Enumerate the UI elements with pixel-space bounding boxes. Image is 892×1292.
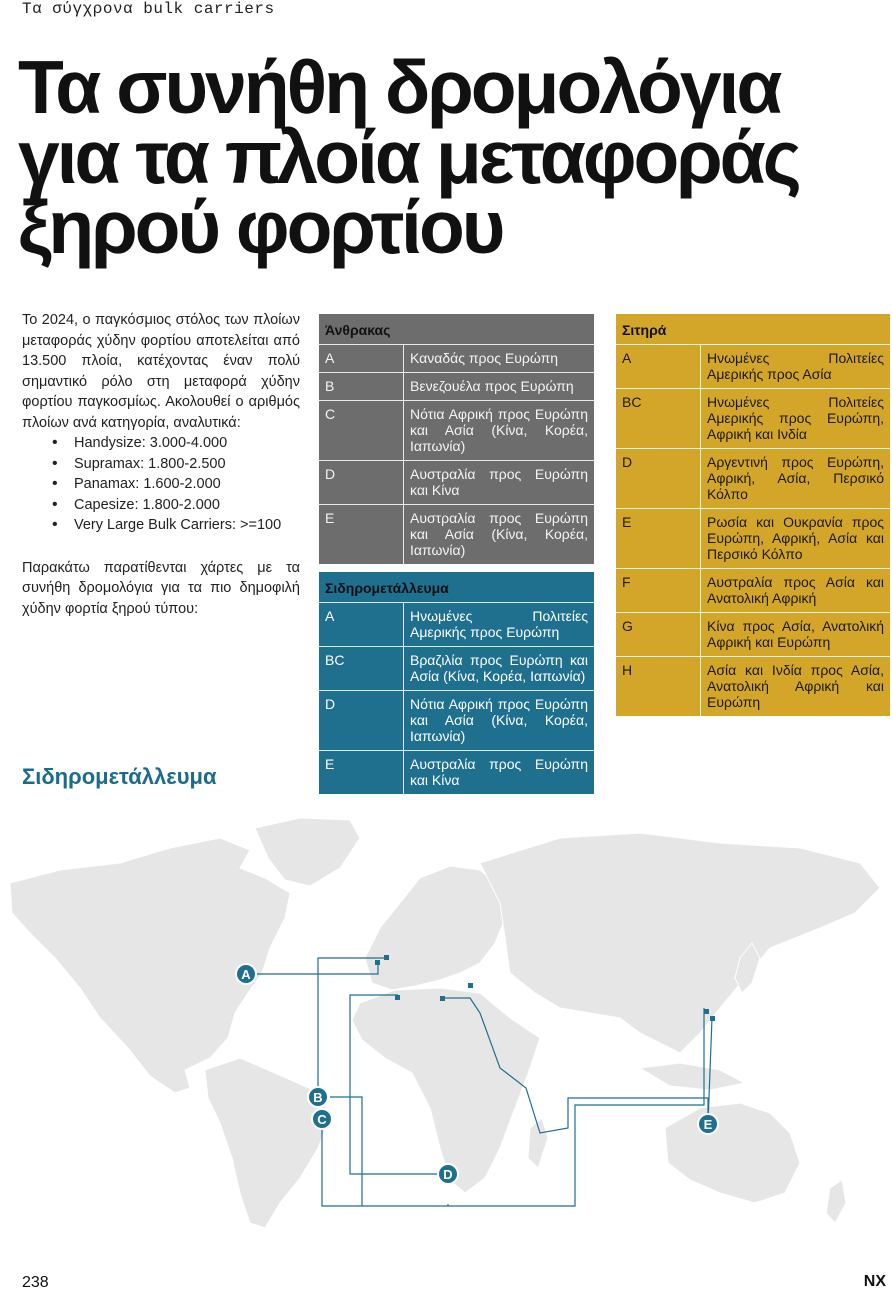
route-description: Αυστραλία προς Ευρώπη και Κίνα [404,461,595,505]
route-code: A [616,345,701,389]
route-code: E [319,751,404,795]
table-row [616,657,890,717]
route-code: G [616,613,701,657]
route-description: Ηνωμένες Πολιτείες Αμερικής προς Ευρώπη, Αφρική και Ινδία [701,389,891,449]
route-code: BC [616,389,701,449]
route-line-d3 [330,1097,362,1206]
port-marker [440,996,445,1001]
table-row [319,751,594,795]
route-code: F [616,569,701,613]
port-marker [395,995,400,1000]
table-row [319,691,594,751]
route-line-a [246,964,378,974]
world-map [0,808,892,1238]
route-description: Νότια Αφρική προς Ευρώπη και Ασία (Κίνα, Κορέα, Ιαπωνία) [404,691,595,751]
fleet-list-item: • Supramax: 1.800-2.500 [52,454,300,475]
route-code: H [616,657,701,717]
fleet-list-item: • Very Large Bulk Carriers: >=100 [52,515,300,536]
port-marker [710,1016,715,1021]
iron-table-title: Σιδηρομετάλλευμα [319,572,594,603]
iron-ore-routes-table [319,572,594,794]
intro-paragraph: Το 2024, ο παγκόσμιος στόλος των πλοίων μεταφοράς χύδην φορτίου αποτελείται από 13.500 πλοία, κατέχοντας έναν πολύ σημαντικό ρόλο στη μεταφορά χύδην φορτίου παγκοσμίως. Ακολουθεί ο αριθμός πλοίων ανά κατηγορία, αναλυτικά: [22,312,300,431]
table-row [319,603,594,647]
maps-intro-paragraph: Παρακάτω παρατίθενται χάρτες με τα συνήθη δρομολόγια για τα πιο δημοφιλή χύδην φορτία ξηρού τύπου: [22,559,300,617]
route-description: Ασία και Ινδία προς Ασία, Ανατολική Αφρική και Ευρώπη [701,657,891,717]
table-row [319,461,594,505]
svg-text:C: C [317,1112,327,1127]
greenland-shape [255,818,360,886]
running-head: Τα σύγχρονα bulk carriers [22,0,275,18]
table-row [319,647,594,691]
route-description: Ηνωμένες Πολιτείες Αμερικής προς Ασία [701,345,891,389]
svg-text:A: A [241,967,251,982]
route-code: D [616,449,701,509]
map-heading: Σιδηρομετάλλευμα [22,764,217,789]
page-number: 238 [22,1274,49,1291]
table-row [616,569,890,613]
fleet-list-item: • Panamax: 1.600-2.000 [52,474,300,495]
coal-table-title: Άνθρακας [319,314,594,345]
fleet-list-item: • Handysize: 3.000-4.000 [52,433,300,454]
iron-ore-route-map [0,808,892,1238]
route-description: Αυστραλία προς Ασία και Ανατολική Αφρική [701,569,891,613]
coal-routes-table [319,314,594,564]
port-marker [384,955,389,960]
route-description: Βενεζουέλα προς Ευρώπη [404,373,595,401]
route-description: Νότια Αφρική προς Ευρώπη και Ασία (Κίνα, Κορέα, Ιαπωνία) [404,401,595,461]
route-code: C [319,401,404,461]
intro-text [22,310,300,619]
route-code: A [319,345,404,373]
grain-routes-table [616,314,890,716]
table-row [616,389,890,449]
route-code: D [319,691,404,751]
asia-shape [480,833,880,1053]
table-row [319,505,594,565]
europe-shape [365,866,505,990]
svg-text:E: E [703,1117,713,1132]
svg-text:D: D [443,1167,453,1182]
route-description: Ηνωμένες Πολιτείες Αμερικής προς Ευρώπη [404,603,595,647]
port-marker [375,960,380,965]
svg-text:B: B [313,1090,323,1105]
table-row [319,401,594,461]
route-code: BC [319,647,404,691]
route-marker-b [308,1087,328,1107]
title-line-2: για τα πλοία μεταφοράς [18,115,799,199]
title-line-1: Τα συνήθη δρομολόγια [18,45,780,129]
route-code: B [319,373,404,401]
route-code: D [319,461,404,505]
route-description: Καναδάς προς Ευρώπη [404,345,595,373]
route-marker-a [236,964,256,984]
table-row [319,345,594,373]
africa-shape [352,988,540,1193]
table-row [616,449,890,509]
indonesia-shape [640,1063,745,1090]
route-description: Βραζιλία προς Ευρώπη και Ασία (Κίνα, Κορέα, Ιαπωνία) [404,647,595,691]
route-description: Κίνα προς Ασία, Ανατολική Αφρική και Ευρώπη [701,613,891,657]
table-row [616,509,890,569]
route-code: E [616,509,701,569]
table-row [616,345,890,389]
page-title [18,45,890,269]
port-marker [468,983,473,988]
route-code: A [319,603,404,647]
route-marker-d [438,1164,458,1184]
route-description: Αυστραλία προς Ευρώπη και Κίνα [404,751,595,795]
new-zealand-shape [826,1180,846,1223]
title-line-3: ξηρού φορτίου [18,185,503,269]
route-marker-e [698,1114,718,1134]
route-description: Αργεντινή προς Ευρώπη, Αφρική, Ασία, Περσικό Κόλπο [701,449,891,509]
route-description: Αυστραλία προς Ευρώπη και Ασία (Κίνα, Κορέα, Ιαπωνία) [404,505,595,565]
route-description: Ρωσία και Ουκρανία προς Ευρώπη, Αφρική, Ασία και Περσικό Κόλπο [701,509,891,569]
table-row [319,373,594,401]
route-marker-c [312,1109,332,1129]
south-america-shape [205,1058,330,1228]
grain-table-title: Σιτηρά [616,314,890,345]
table-row [616,613,890,657]
route-code: E [319,505,404,565]
fleet-list-item: • Capesize: 1.800-2.000 [52,495,300,516]
port-marker [704,1009,709,1014]
fleet-list [22,433,300,536]
brand-logo: NX [863,1273,886,1290]
australia-shape [665,1103,800,1203]
